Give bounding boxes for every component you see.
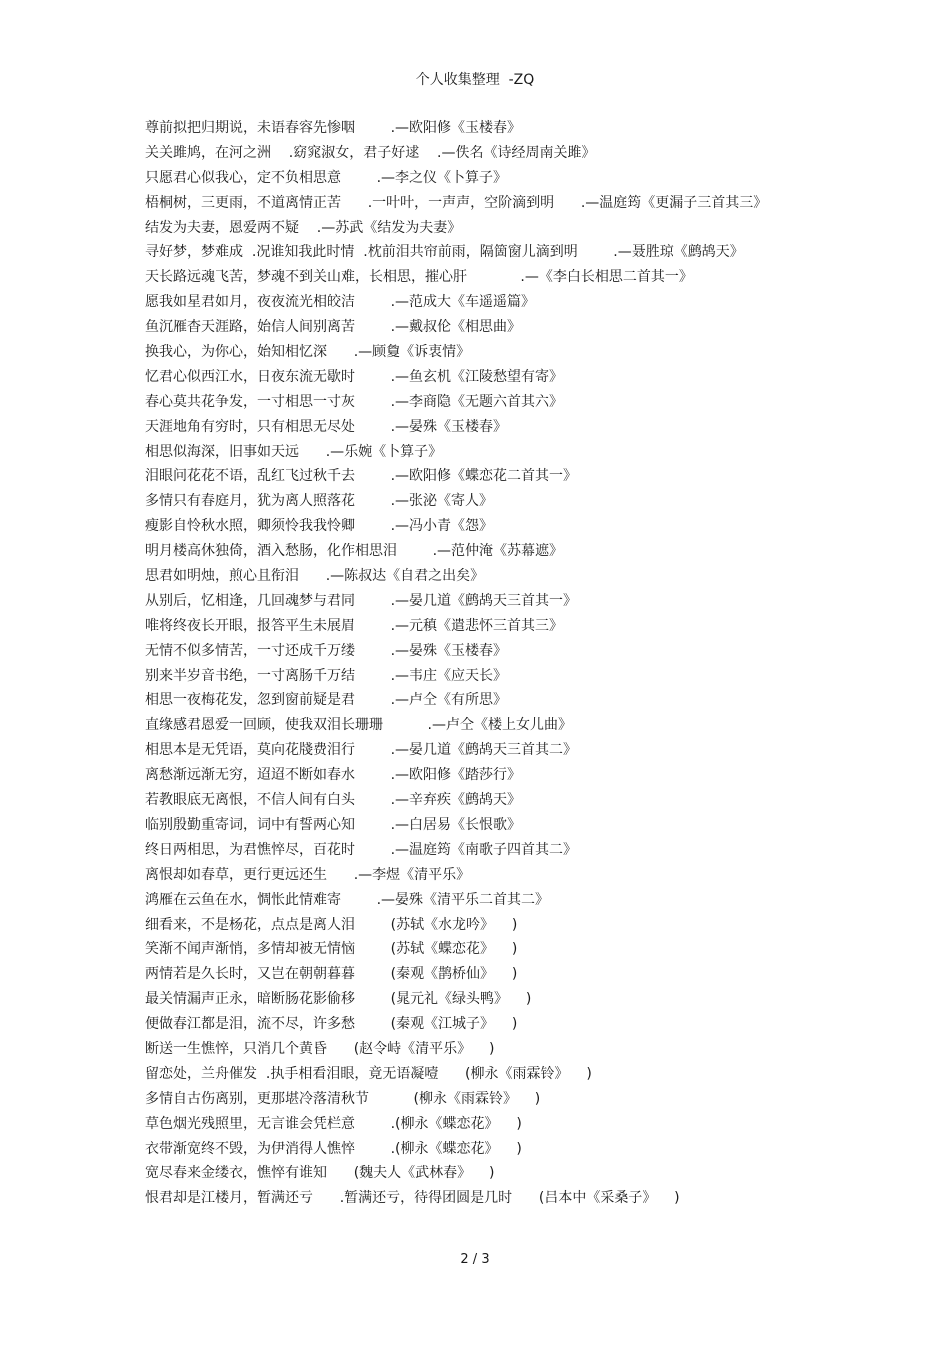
poem-line: 思君如明烛，煎心且衔泪 .—陈叔达《自君之出矣》: [145, 568, 485, 585]
poem-line: 两情若是久长时，又岂在朝朝暮暮 (秦观《鹊桥仙》 ): [145, 966, 518, 983]
poem-line: 鸿雁在云鱼在水，惆怅此情难寄 .—晏殊《清平乐二首其二》: [145, 891, 550, 908]
poem-line: 多情自古伤离别，更那堪冷落清秋节 (柳永《雨霖铃》 ): [145, 1090, 541, 1107]
poem-line: 春心莫共花争发，一寸相思一寸灰 .—李商隐《无题六首其六》: [145, 393, 564, 410]
poem-line: 忆君心似西江水，日夜东流无歇时 .—鱼玄机《江陵愁望有寄》: [145, 368, 564, 385]
poem-line: 结发为夫妻，恩爱两不疑 .—苏武《结发为夫妻》: [145, 219, 462, 236]
poem-line: 临别殷勤重寄词，词中有誓两心知 .—白居易《长恨歌》: [145, 816, 522, 833]
poem-line: 细看来，不是杨花，点点是离人泪 (苏轼《水龙吟》 ): [145, 916, 518, 933]
poem-line: 便做春江都是泪，流不尽，许多愁 (秦观《江城子》 ): [145, 1016, 518, 1033]
poem-line: 宽尽春来金缕衣，憔悴有谁知 (魏夫人《武林春》 ): [145, 1165, 495, 1182]
poem-line: 明月楼高休独倚，酒入愁肠，化作相思泪 .—范仲淹《苏幕遮》: [145, 543, 564, 560]
poem-line: 最关情漏声正永，暗断肠花影偷移 (晁元礼《绿头鸭》 ): [145, 991, 532, 1008]
page-number: 2 / 3: [460, 1252, 490, 1267]
poem-line: 笑渐不闻声渐悄，多情却被无情恼 (苏轼《蝶恋花》 ): [145, 941, 518, 958]
poem-line: 唯将终夜长开眼，报答平生未展眉 .—元稹《遣悲怀三首其三》: [145, 617, 564, 634]
poem-line: 别来半岁音书绝，一寸离肠千万结 .—韦庄《应天长》: [145, 667, 508, 684]
poem-line: 尊前拟把归期说，未语春容先惨咽 .—欧阳修《玉楼春》: [145, 120, 522, 136]
poem-line: 关关雎鸠，在河之洲 .窈窕淑女，君子好逑 .—佚名《诗经周南关雎》: [145, 144, 596, 161]
poem-line: 离恨却如春草，更行更远还生 .—李煜《清平乐》: [145, 866, 471, 883]
poem-line: 瘦影自怜秋水照，卿须怜我我怜卿 .—冯小青《怨》: [145, 518, 494, 535]
poem-line: 换我心，为你心，始知相忆深 .—顾敻《诉衷情》: [145, 344, 471, 361]
page-header: 个人收集整理 -ZQ: [415, 72, 535, 88]
poem-list: [145, 116, 925, 1211]
poem-line: 相思一夜梅花发，忽到窗前疑是君 .—卢仝《有所思》: [145, 692, 508, 709]
poem-line: 直缘感君恩爱一回顾，使我双泪长珊珊 .—卢仝《楼上女儿曲》: [145, 717, 572, 734]
poem-line: 多情只有春庭月，犹为离人照落花 .—张泌《寄人》: [145, 493, 494, 510]
poem-line: 只愿君心似我心，定不负相思意 .—李之仪《卜算子》: [145, 169, 508, 186]
poem-line: 相思本是无凭语，莫向花牋费泪行 .—晏几道《鹧鸪天三首其二》: [145, 742, 578, 759]
poem-line: 寻好梦，梦难成 .况谁知我此时情 .枕前泪共帘前雨，隔箇窗儿滴到明 .—聂胜琼《鹧鸪天》: [145, 244, 744, 261]
poem-line: 相思似海深，旧事如天远 .—乐婉《卜算子》: [145, 443, 443, 460]
poem-line: 天长路远魂飞苦，梦魂不到关山难，长相思，摧心肝 .—《李白长相思二首其一》: [145, 269, 693, 286]
poem-line: 草色烟光残照里，无言谁会凭栏意 .(柳永《蝶恋花》 ): [145, 1115, 522, 1132]
poem-line: 鱼沉雁杳天涯路，始信人间别离苦 .—戴叔伦《相思曲》: [145, 319, 522, 336]
poem-line: 泪眼问花花不语，乱红飞过秋千去 .—欧阳修《蝶恋花二首其一》: [145, 468, 578, 485]
poem-line: 从别后，忆相逢，几回魂梦与君同 .—晏几道《鹧鸪天三首其一》: [145, 592, 578, 609]
poem-line: 终日两相思，为君憔悴尽，百花时 .—温庭筠《南歌子四首其二》: [145, 841, 578, 858]
poem-line: 衣带渐宽终不毁，为伊消得人憔悴 .(柳永《蝶恋花》 ): [145, 1140, 522, 1157]
poem-line: 无情不似多情苦，一寸还成千万缕 .—晏殊《玉楼春》: [145, 642, 508, 659]
poem-line: 留恋处，兰舟催发 .执手相看泪眼，竟无语凝噎 (柳永《雨霖铃》 ): [145, 1065, 592, 1082]
poem-line: 断送一生憔悴，只消几个黄昏 (赵令峙《清平乐》 ): [145, 1040, 495, 1057]
poem-line: 愿我如星君如月，夜夜流光相皎洁 .—范成大《车遥遥篇》: [145, 294, 536, 311]
poem-line: 恨君却是江楼月，暂满还亏 .暂满还亏，待得团圆是几时 (吕本中《采桑子》 ): [145, 1190, 680, 1207]
poem-line: 梧桐树，三更雨，不道离情正苦 .一叶叶，一声声，空阶滴到明 .—温庭筠《更漏子三首其三》: [145, 194, 768, 211]
poem-line: 离愁渐远渐无穷，迢迢不断如春水 .—欧阳修《踏莎行》: [145, 767, 522, 784]
poem-line: 天涯地角有穷时，只有相思无尽处 .—晏殊《玉楼春》: [145, 418, 508, 435]
poem-line: 若教眼底无离恨，不信人间有白头 .—辛弃疾《鹧鸪天》: [145, 792, 522, 809]
